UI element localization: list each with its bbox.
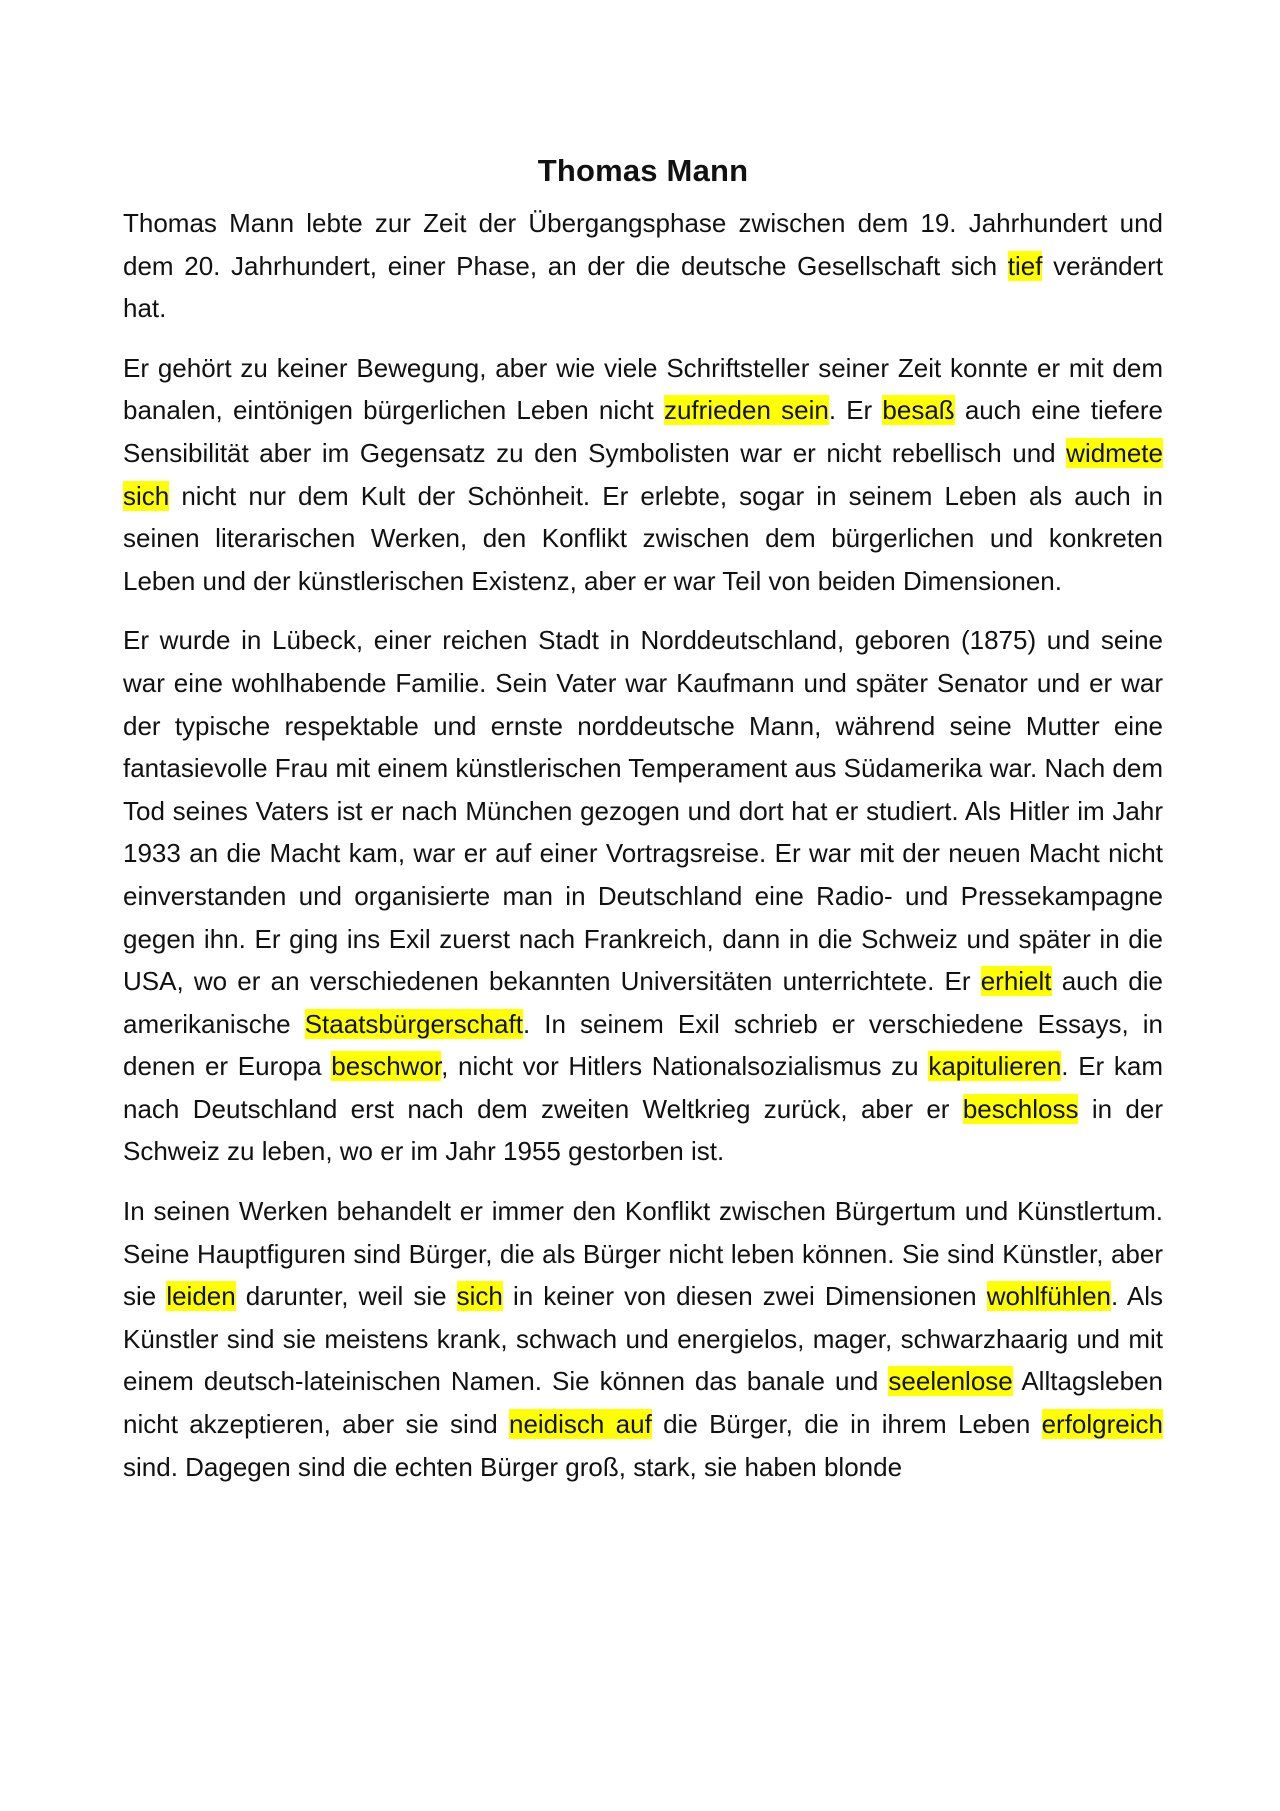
text-run: in der Schweiz zu leben, wo er im Jahr 1955 gestorben ist.: [123, 1093, 1164, 1167]
highlighted-word: neidisch auf: [508, 1409, 652, 1440]
text-run: Alltagsleben nicht akzeptieren, aber sie sind: [123, 1366, 1163, 1440]
highlighted-word: beschwor: [331, 1051, 442, 1082]
text-run: . Er kam nach Deutschland erst nach dem zweiten Weltkrieg zurück, aber er: [123, 1051, 1163, 1124]
highlighted-word: seelenlose: [888, 1366, 1013, 1397]
highlighted-word: wohlfühlen: [986, 1281, 1112, 1312]
text-run: darunter, weil sie: [235, 1281, 457, 1312]
text-run: . Er: [828, 395, 883, 426]
highlighted-word: zufrieden sein: [663, 395, 829, 426]
highlighted-word: leiden: [166, 1281, 236, 1312]
paragraph: [123, 1190, 1163, 1488]
text-run: die Bürger, die in ihrem Leben: [651, 1409, 1042, 1440]
paragraph: [123, 619, 1163, 1173]
highlighted-word: kapitulieren: [928, 1051, 1062, 1082]
highlighted-word: besaß: [882, 395, 955, 426]
text-run: verändert hat.: [123, 250, 1163, 324]
document-title: Thomas Mann: [537, 153, 749, 188]
text-run: Er gehört zu keiner Bewegung, aber wie viele Schriftsteller seiner Zeit konnte er mit dem banalen, eintönigen bürgerlichen Leben nicht: [123, 352, 1163, 426]
text-run: auch die amerikanische: [123, 966, 1163, 1039]
text-run: auch eine tiefere Sensibilität aber im Gegensatz zu den Symbolisten war er nicht rebellisch und: [123, 395, 1164, 468]
highlighted-word: erfolgreich: [1041, 1409, 1163, 1440]
highlighted-word: widmete sich: [123, 437, 1163, 511]
text-run: . In seinem Exil schrieb er verschiedene Essays, in denen er Europa: [123, 1008, 1163, 1082]
document-page: [123, 150, 1163, 1505]
text-run: Er wurde in Lübeck, einer reichen Stadt in Norddeutschland, geboren (1875) und seine war eine wohlhabende Familie. Sein Vater war Kaufmann und später Senator und er war der typische respektable und ernste norddeutsche Mann, während seine Mutter eine fantasievolle Frau mit einem künstlerischen Temperament aus Südamerika war. Nach dem Tod seines Vaters ist er nach München gezogen und dort hat er studiert. Als Hitler im Jahr 1933 an die Macht kam, war er auf einer Vortragsreise. Er war mit der neuen Macht nicht einverstanden und organisierte man in Deutschland eine Radio- und Pressekampagne gegen ihn. Er ging ins Exil zuerst nach Frankreich, dann in die Schweiz und später in die USA, wo er an verschiedenen bekannten Universitäten unterrichtete. Er: [123, 625, 1163, 997]
text-run: sind. Dagegen sind die echten Bürger groß, stark, sie haben blonde: [123, 1451, 903, 1482]
highlighted-word: Staatsbürgerschaft: [304, 1008, 523, 1039]
text-run: , nicht vor Hitlers Nationalsozialismus zu: [441, 1051, 929, 1082]
highlighted-word: erhielt: [980, 966, 1052, 997]
text-run: . Als Künstler sind sie meistens krank, schwach und energielos, mager, schwarzhaarig und mit einem deutsch-lateinischen Namen. Sie können das banale und: [123, 1281, 1163, 1397]
document-body: [123, 202, 1163, 1488]
highlighted-word: beschloss: [962, 1093, 1079, 1124]
text-run: in keiner von diesen zwei Dimensionen: [502, 1281, 987, 1312]
text-run: nicht nur dem Kult der Schönheit. Er erlebte, sogar in seinem Leben als auch in seinen literarischen Werken, den Konflikt zwischen dem bürgerlichen und konkreten Leben und der künstlerischen Existenz, aber er war Teil von beiden Dimensionen.: [123, 480, 1163, 596]
text-run: In seinen Werken behandelt er immer den Konflikt zwischen Bürgertum und Künstlertum. Seine Hauptfiguren sind Bürger, die als Bürger nicht leben können. Sie sind Künstler, aber sie: [123, 1196, 1163, 1312]
highlighted-word: tief: [1007, 250, 1043, 281]
text-run: Thomas Mann lebte zur Zeit der Übergangsphase zwischen dem 19. Jahrhundert und dem 20. Jahrhundert, einer Phase, an der die deutsche Gesellschaft sich: [123, 208, 1163, 281]
paragraph: [123, 347, 1163, 603]
highlighted-word: sich: [456, 1281, 503, 1312]
paragraph: [123, 202, 1163, 330]
